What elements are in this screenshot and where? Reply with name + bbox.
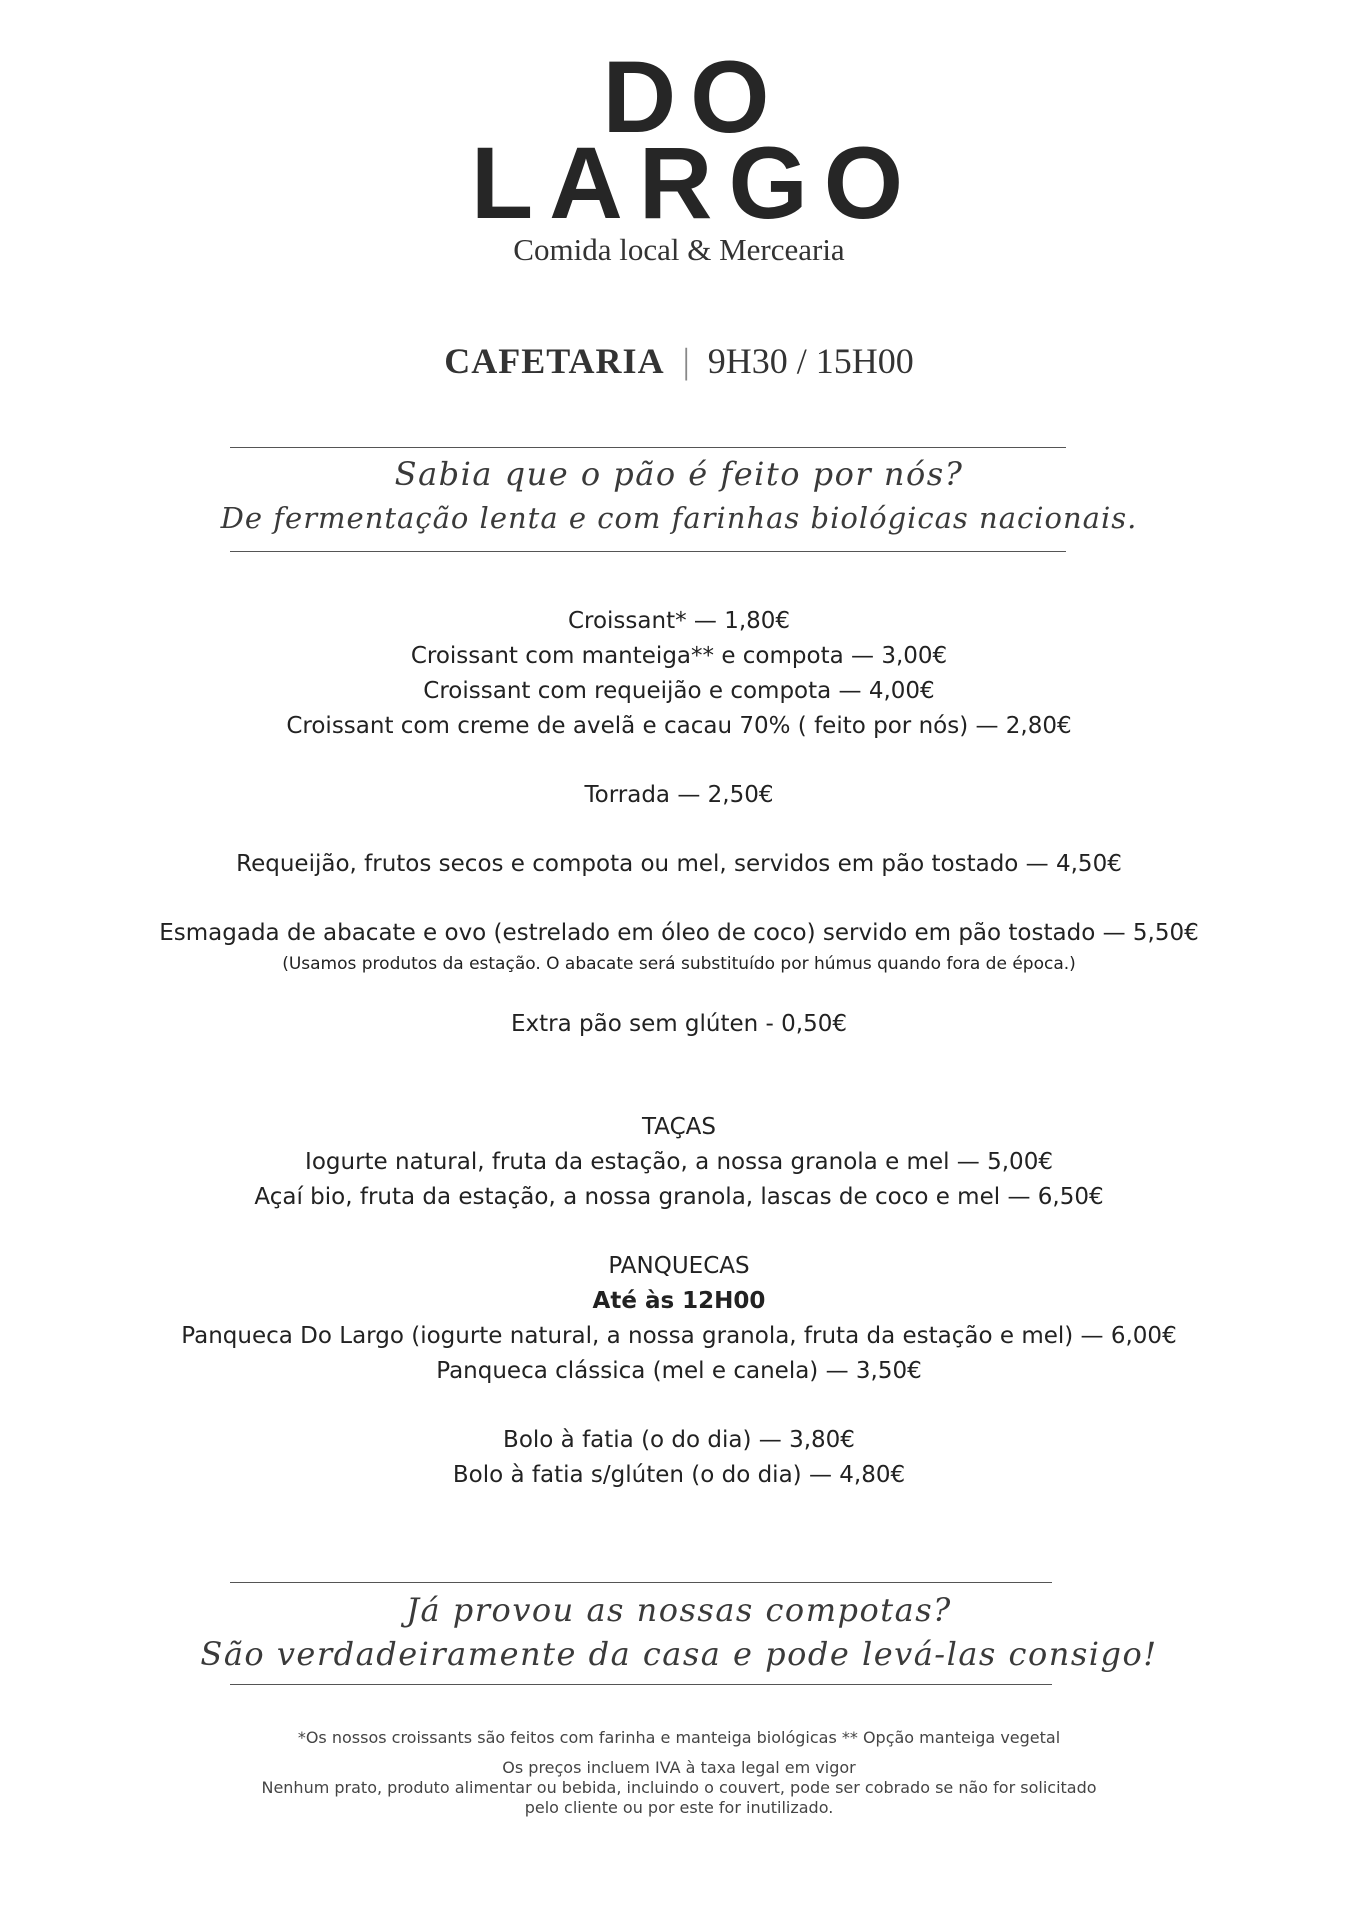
divider-bottom-2	[230, 1684, 1052, 1685]
tagline: Comida local & Mercearia	[513, 232, 845, 267]
footer-note-couvert: Nenhum prato, produto alimentar ou bebida, incluindo o couvert, pode ser cobrado se não for solicitado	[261, 1778, 1097, 1797]
quote-top-line2: De fermentação lenta e com farinhas biológicas nacionais.	[220, 501, 1138, 535]
menu-item: Requeijão, frutos secos e compota ou mel, servidos em pão tostado — 4,50€	[236, 851, 1122, 877]
quote-top-line1: Sabia que o pão é feito por nós?	[394, 455, 964, 493]
header-separator: |	[682, 341, 690, 381]
menu-item: Croissant com creme de avelã e cacau 70% ( feito por nós) — 2,80€	[286, 713, 1072, 739]
section-heading-tacas: TAÇAS	[642, 1114, 716, 1140]
quote-bottom-line1: Já provou as nossas compotas?	[406, 1591, 952, 1629]
menu-item-note: (Usamos produtos da estação. O abacate será substituído por húmus quando fora de época.)	[282, 954, 1076, 974]
logo-line-largo: LARGO	[470, 126, 920, 240]
menu-item: Croissant com requeijão e compota — 4,00€	[423, 678, 935, 704]
menu-list	[0, 604, 1358, 1493]
section-title: CAFETARIA	[444, 341, 665, 381]
opening-hours: 9H30 / 15H00	[707, 341, 914, 381]
section-heading-panquecas: PANQUECAS	[608, 1253, 750, 1279]
footer-note-iva: Os preços incluem IVA à taxa legal em vigor	[502, 1758, 856, 1777]
menu-item: Croissant* — 1,80€	[567, 608, 791, 634]
divider-top-1	[230, 447, 1066, 448]
quote-bottom-line2: São verdadeiramente da casa e pode levá-las consigo!	[200, 1635, 1158, 1673]
menu-item: Torrada — 2,50€	[584, 782, 774, 808]
menu-item: Extra pão sem glúten - 0,50€	[510, 1011, 848, 1037]
divider-top-2	[230, 551, 1066, 552]
footer-note-croissants: *Os nossos croissants são feitos com farinha e manteiga biológicas ** Opção manteiga vegetal	[297, 1728, 1061, 1747]
menu-item: Esmagada de abacate e ovo (estrelado em óleo de coco) servido em pão tostado — 5,50€	[159, 920, 1199, 946]
menu-item: Panqueca Do Largo (iogurte natural, a nossa granola, fruta da estação e mel) — 6,00€	[181, 1323, 1177, 1349]
footer-note-couvert-cont: pelo cliente ou por este for inutilizado.	[524, 1798, 834, 1817]
menu-item: Bolo à fatia (o do dia) — 3,80€	[503, 1427, 855, 1453]
menu-item: Panqueca clássica (mel e canela) — 3,50€	[436, 1358, 922, 1384]
menu-item: Bolo à fatia s/glúten (o do dia) — 4,80€	[452, 1462, 906, 1488]
menu-item: Açaí bio, fruta da estação, a nossa granola, lascas de coco e mel — 6,50€	[254, 1184, 1104, 1210]
menu-item: Iogurte natural, fruta da estação, a nossa granola e mel — 5,00€	[305, 1149, 1053, 1175]
panquecas-time: Até às 12H00	[592, 1288, 766, 1314]
menu-item: Croissant com manteiga** e compota — 3,00€	[410, 643, 948, 669]
divider-bottom-1	[230, 1582, 1052, 1583]
section-header	[0, 340, 1358, 382]
logo-line-do: DO	[602, 40, 784, 154]
